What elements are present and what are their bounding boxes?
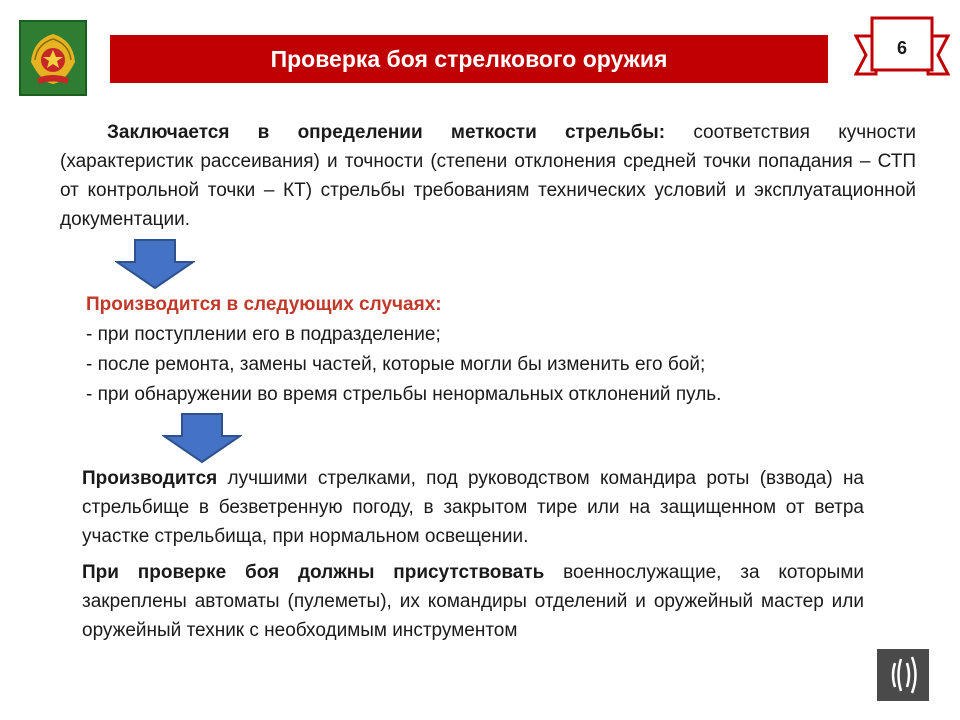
arrow-down-icon [162, 412, 242, 464]
definition-text: соответствия кучности (характеристик рассеивания) и точности (степени отклонения средней точки попадания – СТП от контрольной точки – КТ) стрельбы требованиям технических условий и эксплуатационной документации. [60, 122, 916, 230]
definition-lead: Заключается в определении меткости стрельбы: [107, 122, 666, 143]
cases-heading: Производится в следующих случаях: [86, 294, 442, 315]
case-item: - при поступлении его в подразделение; [86, 324, 441, 345]
definition-paragraph [60, 118, 916, 234]
case-item: - при обнаружении во время стрельбы ненормальных отклонений пуль. [86, 384, 722, 405]
procedure-section [82, 464, 864, 652]
page-number: 6 [896, 38, 907, 58]
case-item: - после ремонта, замены частей, которые могли бы изменить его бой; [86, 354, 706, 375]
procedure-paragraph [82, 464, 864, 551]
sound-speaker-icon[interactable] [877, 649, 929, 701]
arrow-down-icon [115, 238, 195, 290]
procedure-lead: Производится [82, 468, 218, 489]
slide-title: Проверка боя стрелкового оружия [270, 45, 668, 72]
cases-list [86, 290, 926, 410]
procedure-text: лучшими стрелками, под руководством командира роты (взвода) на стрельбище в безветренную погоду, в закрытом тире или на защищенном от ветра участке стрельбища, при нормальном освещении. [82, 468, 864, 547]
attendance-lead: При проверке боя должны присутствовать [82, 562, 545, 583]
attendance-text: военнослужащие, за которыми закреплены автоматы (пулеметы), их командиры отделений и оружейный мастер или оружейный техник с необходимым инструментом [82, 562, 864, 641]
military-emblem-icon [19, 20, 87, 96]
slide-title-bar [110, 35, 828, 83]
attendance-paragraph [82, 558, 864, 645]
ribbon-badge-icon [854, 14, 950, 80]
